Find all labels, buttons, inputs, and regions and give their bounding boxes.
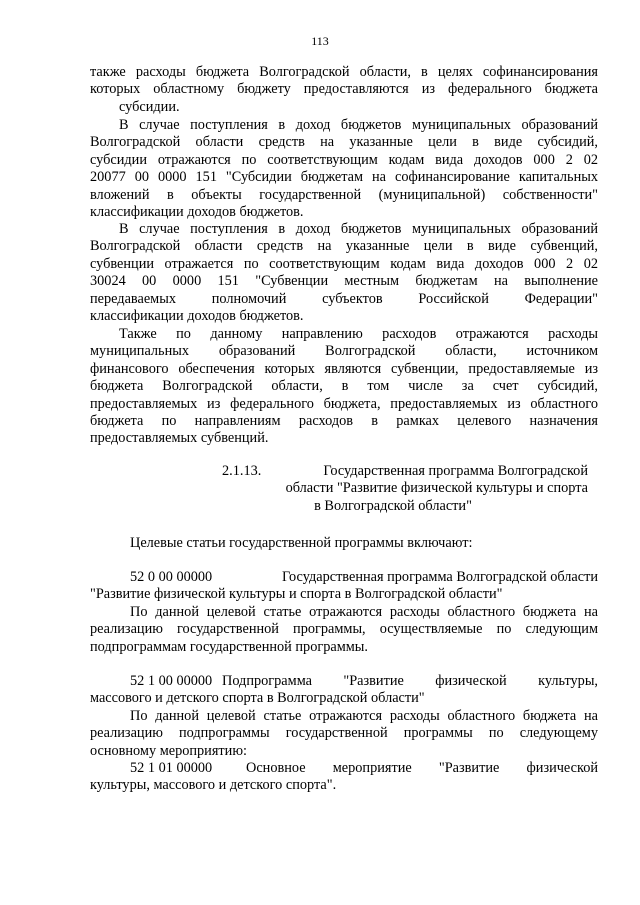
- text-line: бюджета Волгоградской области, в том числе за счет субсидий,: [90, 378, 598, 395]
- text-line: предоставляемых субвенций.: [90, 430, 269, 447]
- item-title: Государственная программа Волгоградской области: [282, 569, 598, 585]
- text-line: По данной целевой статье отражаются расходы областного бюджета на: [130, 603, 598, 620]
- text-line: 30024 00 0000 151 "Субвенции местным бюджетам на выполнение: [90, 273, 598, 290]
- text-line: 20077 00 0000 151 "Субсидии бюджетам на софинансирование капитальных: [90, 169, 598, 186]
- text-line: Волгоградской области средств на указанные цели в виде субсидий,: [90, 134, 598, 151]
- text-line: культуры, массового и детского спорта".: [90, 777, 337, 794]
- text-line: Целевые статьи государственной программы включают:: [130, 535, 473, 551]
- section-title: [258, 463, 588, 515]
- text-line: основному мероприятию:: [90, 742, 247, 759]
- section-title-line: Государственная программа Волгоградской: [323, 463, 588, 479]
- continuation-paragraph: [90, 64, 598, 116]
- item-header: [90, 673, 598, 690]
- intro-line: [90, 535, 598, 552]
- text-line: которых областному бюджету предоставляются из федерального бюджета: [90, 81, 598, 98]
- paragraph-municipal-expenses: [90, 326, 598, 448]
- text-line: классификации доходов бюджетов.: [90, 308, 304, 325]
- target-item-52-1-01: [90, 760, 598, 795]
- text-line: субсидии отражаются по соответствующим кодам вида доходов 000 2 02: [90, 151, 598, 168]
- item-code: 52 1 00 00000: [130, 673, 213, 689]
- text-line: субвенции отражается по соответствующим кодам вида доходов 000 2 02: [90, 255, 598, 272]
- text-line: финансового обеспечения которых являются субвенции, предоставляемые из: [90, 360, 598, 377]
- text-line: реализацию подпрограммы государственной программы по следующему: [90, 725, 598, 742]
- text-line: предоставляемых из федерального бюджета, предоставляемых из областного: [90, 395, 598, 412]
- item-header: [90, 569, 598, 586]
- item-header: [90, 760, 598, 777]
- section-number: 2.1.13.: [222, 463, 262, 479]
- text-line: Волгоградской области средств на указанные цели в виде субвенций,: [90, 238, 598, 255]
- item-code: 52 0 00 00000: [130, 569, 213, 585]
- text-line: "Развитие физической культуры и спорта в Волгоградской области": [90, 586, 503, 603]
- text-line: также расходы бюджета Волгоградской области, в целях софинансирования: [90, 64, 598, 80]
- page-number: 113: [311, 34, 329, 48]
- item-title: Подпрограмма "Развитие физической культуры,: [222, 673, 598, 689]
- target-item-52-1: [90, 673, 598, 760]
- paragraph-subsidies: [90, 117, 598, 221]
- text-line: субсидии.: [119, 98, 180, 115]
- text-line: передаваемых полномочий субъектов Российской Федерации": [90, 290, 598, 307]
- text-line: классификации доходов бюджетов.: [90, 204, 304, 221]
- section-title-line: области "Развитие физической культуры и спорта: [285, 480, 588, 497]
- text-line: В случае поступления в доход бюджетов муниципальных образований: [119, 117, 598, 133]
- paragraph-subventions: [90, 221, 598, 325]
- text-line: По данной целевой статье отражаются расходы областного бюджета на: [130, 707, 598, 724]
- text-line: вложений в объекты государственной (муниципальной) собственности": [90, 186, 598, 203]
- section-title-line: в Волгоградской области": [314, 497, 472, 514]
- text-line: подпрограммам государственной программы.: [90, 638, 368, 655]
- item-code: 52 1 01 00000: [130, 760, 213, 776]
- text-line: реализацию государственной программы, осуществляемые по следующим: [90, 621, 598, 638]
- text-line: В случае поступления в доход бюджетов муниципальных образований: [119, 221, 598, 237]
- text-line: муниципальных образований Волгоградской области, источником: [90, 343, 598, 360]
- target-item-52-0: [90, 569, 598, 656]
- text-line: Также по данному направлению расходов отражаются расходы: [119, 326, 598, 342]
- text-line: массового и детского спорта в Волгоградской области": [90, 690, 425, 707]
- item-title: Основное мероприятие "Развитие физической: [246, 760, 598, 776]
- text-line: бюджета по направлениям расходов в рамках целевого назначения: [90, 413, 598, 430]
